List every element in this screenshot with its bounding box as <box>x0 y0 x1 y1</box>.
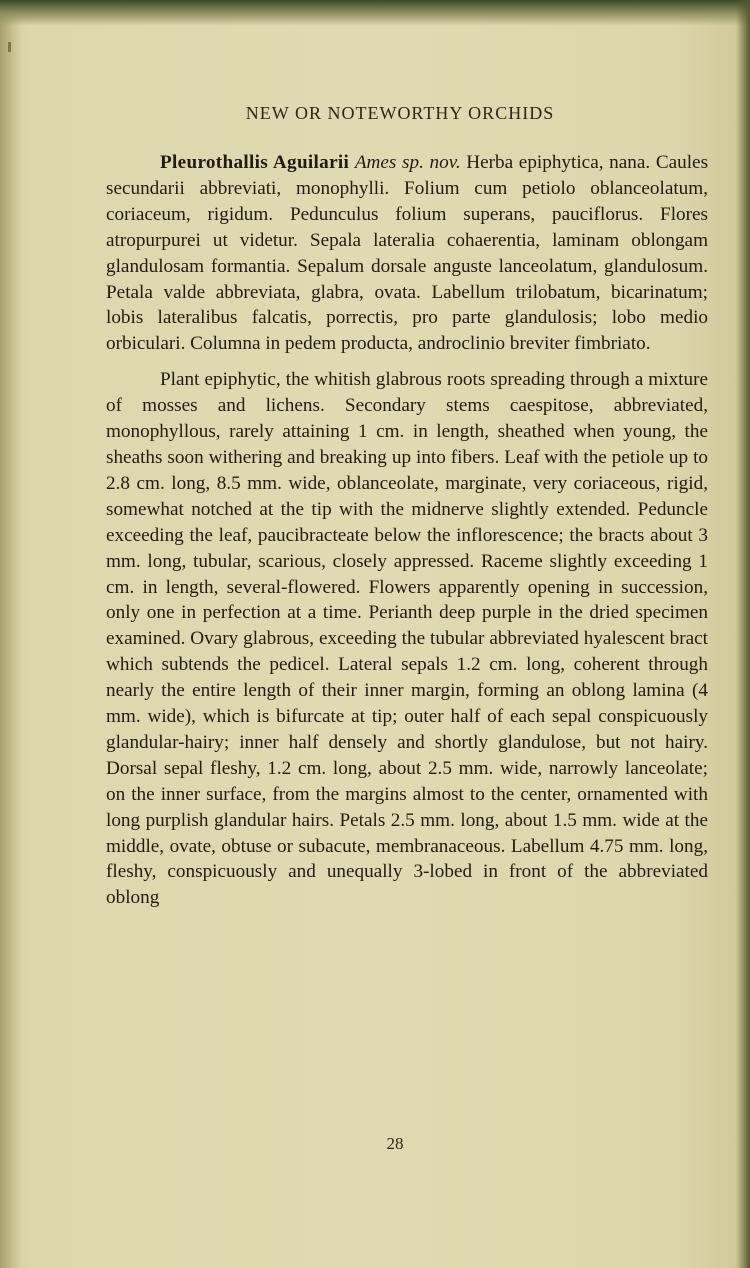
latin-description: Herba epiphytica, nana. Caules secundarii abbreviati, monophylli. Folium cum petiolo oblanceolatum, coriaceum, rigidum. Pedunculus folium superans, pauciflorus. Flores atropurpurei ut videtur. Sepala lateralia cohaerentia, laminam oblongam glandulosam formantia. Sepalum dorsale anguste lanceolatum, glandulosum. Petala valde abbreviata, glabra, ovata. Labellum trilobatum, bicarinatum; lobis lateralibus falcatis, porrectis, pro parte glandulosis; lobo medio orbiculari. Columna in pedem producta, androclinio breviter fimbriato. <box>106 152 709 355</box>
species-authority: Ames sp. nov. <box>354 152 461 173</box>
page-right-edge <box>736 0 750 1268</box>
page-number: 28 <box>386 1134 404 1153</box>
running-head: NEW OR NOTEWORTHY ORCHIDS <box>245 103 555 123</box>
species-name: Pleurothallis Aguilarii <box>160 152 350 173</box>
binding-mark <box>8 42 11 52</box>
english-description-paragraph: Plant epiphytic, the whitish glabrous roots spreading through a mixture of mosses and lichens. Secondary stems caespitose, abbreviated, monophyllous, rarely attaining 1 cm. in length, sheathed when young, the sheaths soon withering and breaking up into fibers. Leaf with the petiole up to 2.8 cm. long, 8.5 mm. wide, oblanceolate, marginate, very coriaceous, rigid, somewhat notched at the tip with the midnerve slightly extended. Peduncle exceeding the leaf, paucibracteate below the inflorescence; the bracts about 3 mm. long, tubular, scarious, closely appressed. Raceme slightly exceeding 1 cm. in length, several-flowered. Flowers apparently opening in succession, only one in perfection at a time. Perianth deep purple in the dried specimen examined. Ovary glabrous, exceeding the tubular abbreviated hyalescent bract which subtends the pedicel. Lateral sepals 1.2 cm. long, coherent through nearly the entire length of their inner margin, forming an oblong lamina (4 mm. wide), which is bifurcate at tip; outer half of each sepal conspicuously glandular-hairy; inner half densely and shortly glandulose, but not hairy. Dorsal sepal fleshy, 1.2 cm. long, about 2.5 mm. wide, narrowly lanceolate; on the inner surface, from the margins almost to the center, ornamented with long purplish glandular hairs. Petals 2.5 mm. long, about 1.5 mm. wide at the middle, ovate, obtuse or subacute, membranaceous. Labellum 4.75 mm. long, fleshy, conspicuously and unequally 3-lobed in front of the abbreviated oblong <box>106 369 708 909</box>
page-gutter-shadow <box>0 0 22 1268</box>
latin-diagnosis-paragraph <box>106 150 708 357</box>
page-top-edge <box>0 0 750 26</box>
body-text <box>106 150 708 911</box>
